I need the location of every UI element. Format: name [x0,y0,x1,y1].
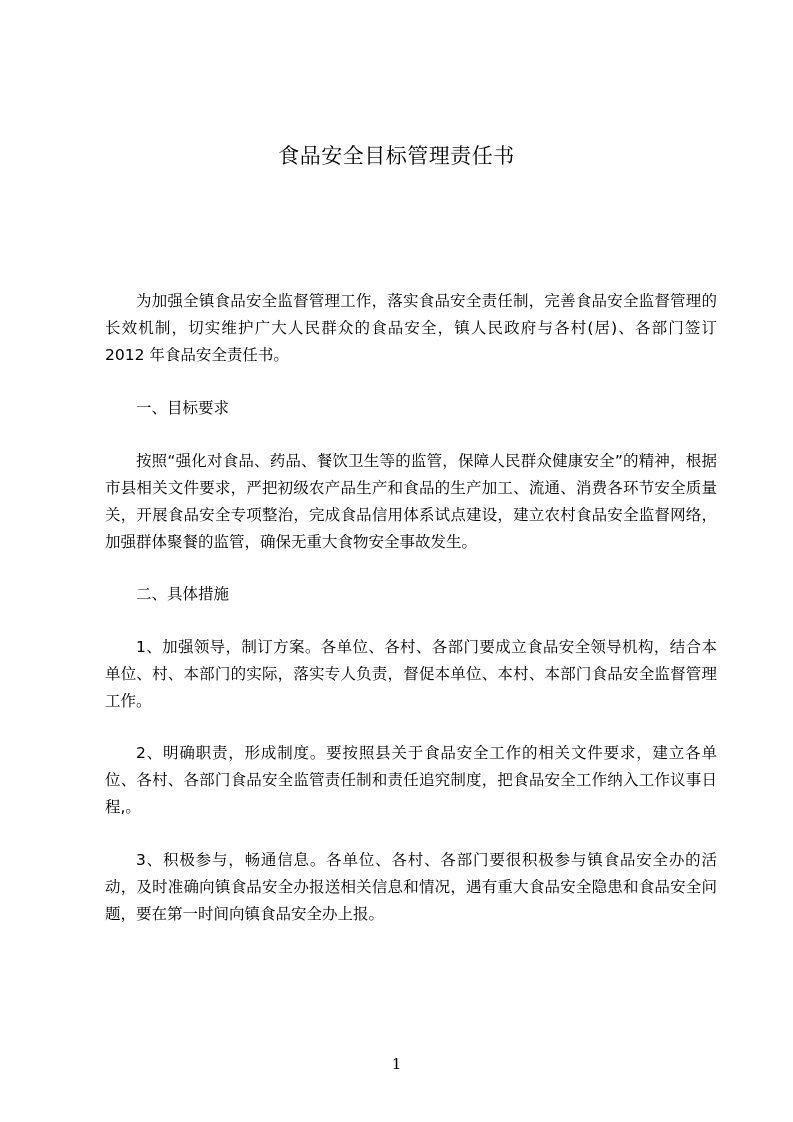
goals-paragraph: 按照“强化对食品、药品、餐饮卫生等的监管，保障人民群众健康安全”的精神，根据市县相关文件要求，严把初级农产品生产和食品的生产加工、流通、消费各环节安全质量关，开展食品安全专项整治，完成食品信用体系试点建设，建立农村食品安全监督网络，加强群体聚餐的监管，确保无重大食物安全事故发生。 [105,452,717,551]
measure-paragraph-3: 3、积极参与，畅通信息。各单位、各村、各部门要很积极参与镇食品安全办的活动，及时准确向镇食品安全办报送相关信息和情况，遇有重大食品安全隐患和食品安全问题，要在第一时间向镇食品安全办上报。 [105,851,717,923]
document-title: 食品安全目标管理责任书 [278,144,515,168]
section-heading-measures: 二、具体措施 [136,585,230,603]
page-number: 1 [391,1055,402,1073]
measure-paragraph-1: 1、加强领导，制订方案。各单位、各村、各部门要成立食品安全领导机构，结合本单位、村、本部门的实际，落实专人负责，督促本单位、本村、本部门食品安全监督管理工作。 [105,638,717,710]
measure-paragraph-2: 2、明确职责，形成制度。要按照县关于食品安全工作的相关文件要求，建立各单位、各村、各部门食品安全监管责任制和责任追究制度，把食品安全工作纳入工作议事日程,。 [105,744,717,816]
section-heading-goals: 一、目标要求 [136,399,230,417]
intro-paragraph: 为加强全镇食品安全监督管理工作，落实食品安全责任制，完善食品安全监督管理的长效机制，切实维护广大人民群众的食品安全，镇人民政府与各村(居)、各部门签订 2012 年食品安全责任书。 [105,292,717,364]
